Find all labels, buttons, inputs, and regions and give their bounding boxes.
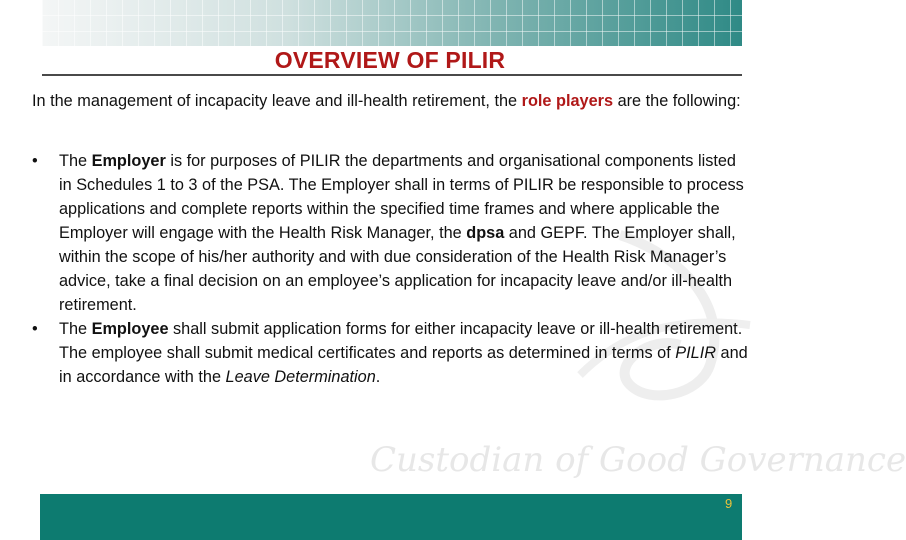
bullet-emphasis: PILIR [675,344,716,362]
intro-text-start: In the management of incapacity leave and ill-health retirement, the [32,92,522,110]
header-tile-pattern [42,0,742,46]
page-number: 9 [725,496,733,511]
slide-title: OVERVIEW OF PILIR [274,47,506,73]
watermark-text: Custodian of Good Governance [370,440,906,480]
bullet-icon: • [32,320,38,338]
title-divider [42,74,742,76]
bullet-text: and GEPF. The Employer shall, within the scope of his/her authority and with due consideration of the Health Risk Manager’s advice, take a final decision on an employee’s application for incapacity leave and/or ill-health retirement. [59,224,736,314]
intro-highlight: role players [521,92,614,110]
bullet-term: Employee [91,320,169,338]
bullet-text: The [59,320,92,338]
bullet-text: The [59,152,92,170]
intro-text-end: are the following: [613,92,741,110]
bullet-emphasis: Leave Determination [225,368,376,386]
intro-paragraph [32,90,762,113]
bullet-text: . [375,368,381,386]
list-item-employer [32,149,752,317]
bullet-text: and in accordance with the [59,344,748,386]
list-item-employee [32,317,752,389]
bullet-text: is for purposes of PILIR the departments and organisational components listed in Schedules 1 to 3 of the PSA. The Employer shall in terms of PILIR be responsible to process applications and complete reports within the specified time frames and where applicable the Employer will engage with the Health Risk Manager, the [59,152,744,242]
bullet-text: shall submit application forms for either incapacity leave or ill-health retirement. The employee shall submit medical certificates and reports as determined in terms of [59,320,743,362]
bullet-term: Employer [91,152,166,170]
bullet-icon: • [32,152,38,170]
bullet-list [32,149,752,389]
footer-bar [40,494,742,540]
header-band [42,0,742,46]
bullet-term: dpsa [466,224,505,242]
